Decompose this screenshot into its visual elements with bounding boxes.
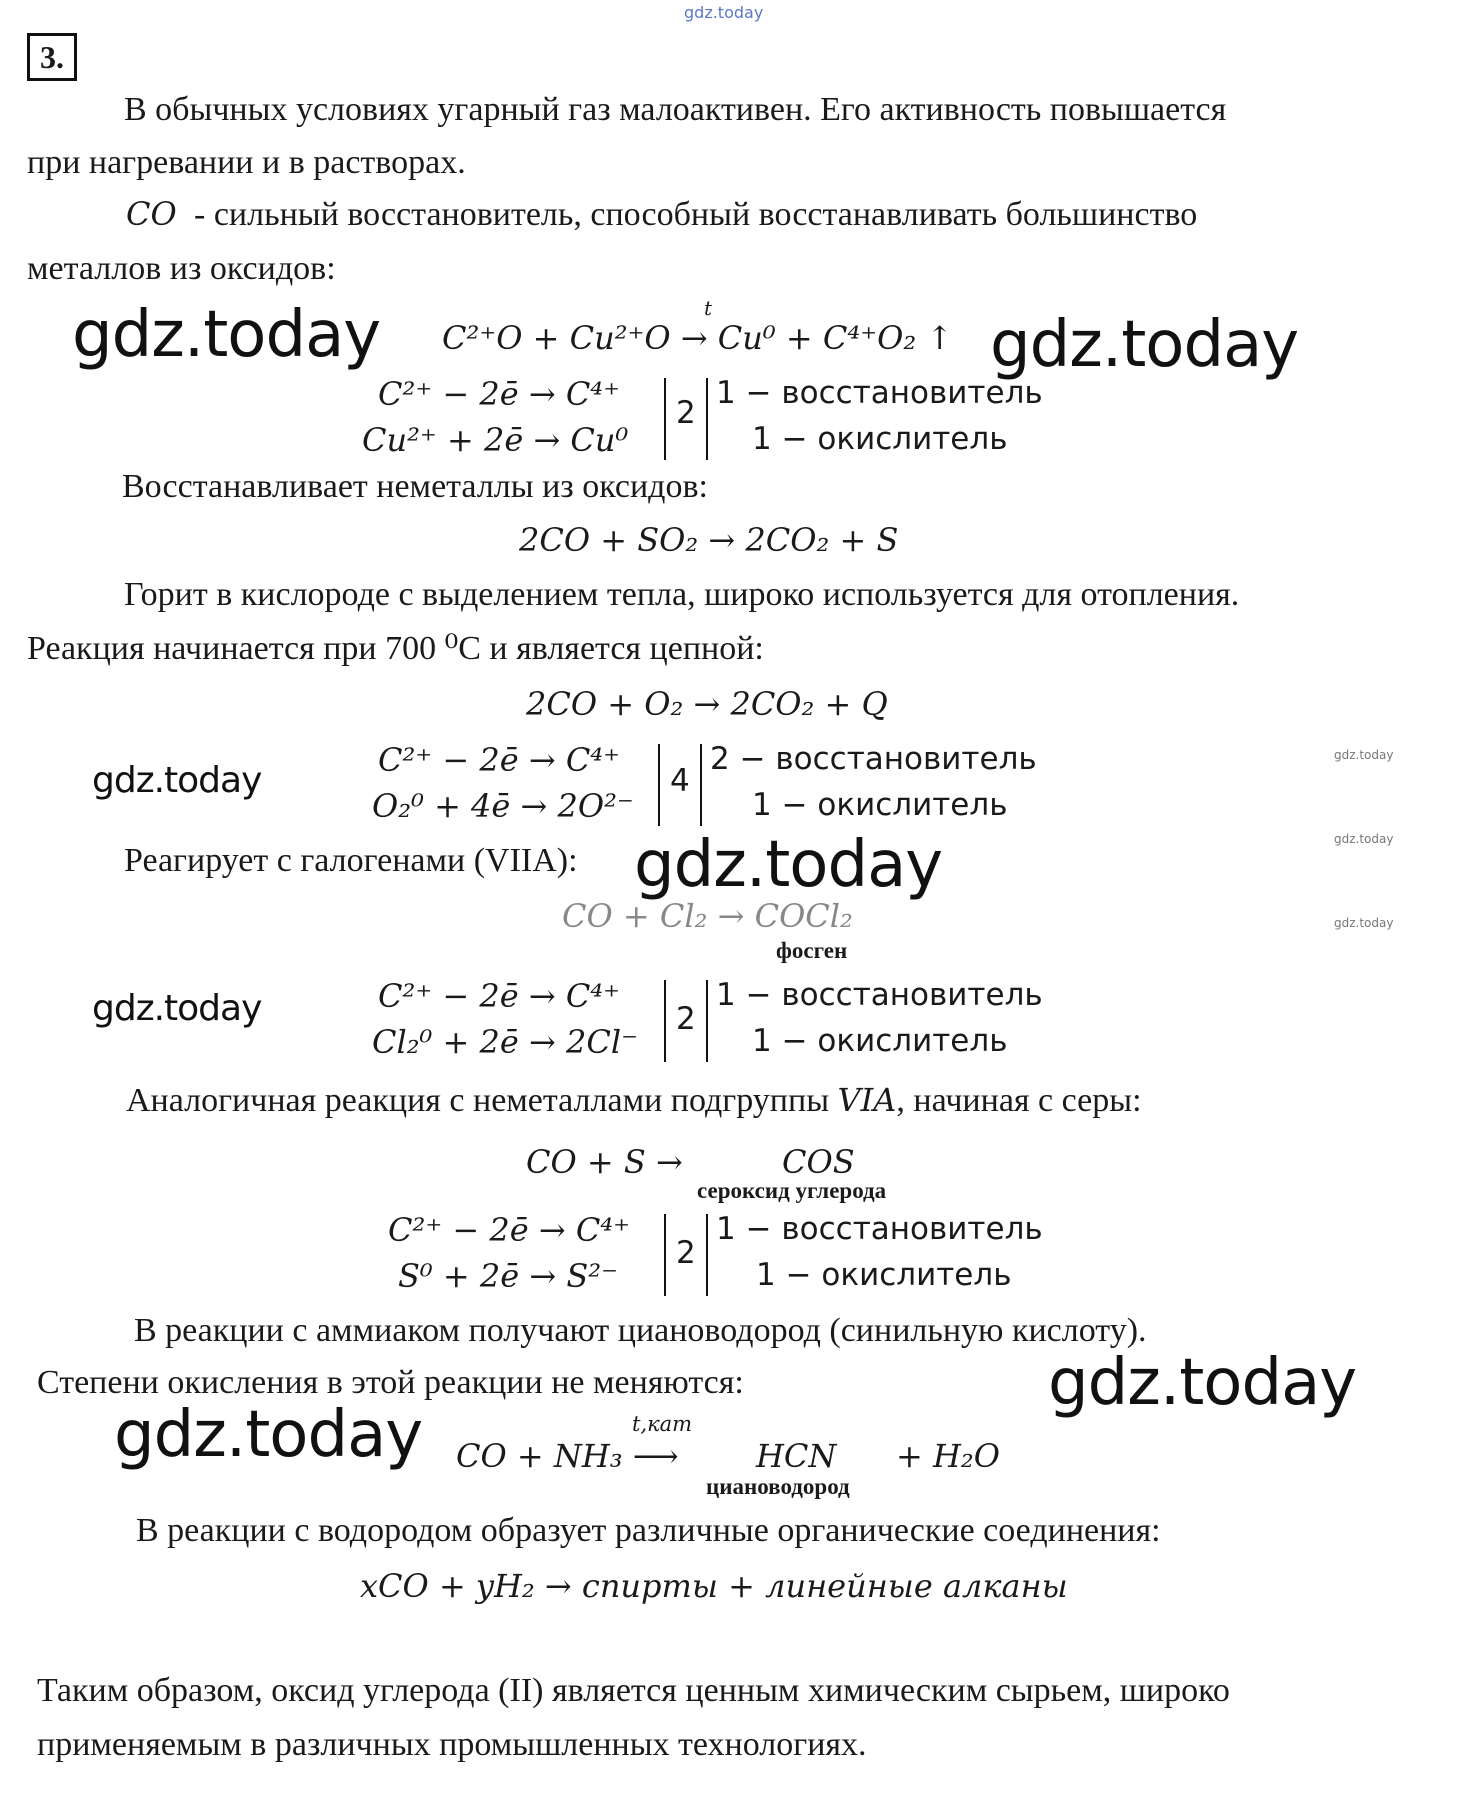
ammonia-eq-right: + H₂O [896, 1437, 1000, 1475]
bracket-left [658, 744, 660, 826]
eq1-role2: 1 − окислитель [752, 421, 1008, 457]
bracket-left [664, 980, 666, 1062]
sulfur-role2: 1 − окислитель [756, 1257, 1012, 1293]
watermark: gdz.today [92, 760, 262, 801]
bracket-left [664, 1214, 666, 1296]
halogens-mult: 2 [676, 1001, 696, 1037]
halogens-half2: Cl₂⁰ + 2ē → 2Cl⁻ [372, 1023, 638, 1061]
nonmetals-text: Восстанавливает неметаллы из оксидов: [122, 468, 708, 505]
eq1-half2: Cu²⁺ + 2ē → Cu⁰ [362, 421, 629, 459]
top-watermark: gdz.today [684, 3, 764, 22]
sulfur-text-a: Аналогичная реакция с неметаллами подгруппы [126, 1082, 830, 1119]
bracket-right [700, 744, 702, 826]
watermark: gdz.today [1048, 1346, 1357, 1420]
halogens-text: Реагирует с галогенами (VIIA): [124, 842, 578, 879]
oxygen-eq: 2CO + O₂ → 2CO₂ + Q [526, 685, 888, 723]
small-watermark: gdz.today [1334, 748, 1394, 762]
watermark: gdz.today [634, 828, 943, 902]
oxygen-line2: Реакция начинается при 700 ⁰С и является цепной: [27, 630, 764, 667]
oxygen-half2: O₂⁰ + 4ē → 2O²⁻ [372, 787, 634, 825]
small-watermark: gdz.today [1334, 832, 1394, 846]
eq1-mult: 2 [676, 395, 696, 431]
hydrogen-text: В реакции с водородом образует различные органические соединения: [136, 1512, 1161, 1549]
halogens-role2: 1 − окислитель [752, 1023, 1008, 1059]
eq1-condition: t [704, 296, 713, 320]
watermark: gdz.today [92, 988, 262, 1029]
sulfur-role1: 1 − восстановитель [716, 1211, 1043, 1247]
ammonia-line1: В реакции с аммиаком получают циановодород (синильную кислоту). [134, 1312, 1147, 1349]
bracket-right [706, 378, 708, 460]
co-formula: CO [126, 195, 177, 233]
sulfur-half2: S⁰ + 2ē → S²⁻ [398, 1257, 618, 1295]
nonmetals-eq: 2CO + SO₂ → 2CO₂ + S [519, 521, 899, 559]
reducer-line1: - сильный восстановитель, способный восстанавливать большинство [194, 196, 1198, 233]
conclusion-line1: Таким образом, оксид углерода (II) является ценным химическим сырьем, широко [37, 1672, 1230, 1709]
oxygen-role2: 1 − окислитель [752, 787, 1008, 823]
sulfur-half1: C²⁺ − 2ē → C⁴⁺ [388, 1211, 631, 1249]
conclusion-line2: применяемым в различных промышленных технологиях. [37, 1726, 867, 1763]
sulfur-mult: 2 [676, 1235, 696, 1271]
oxygen-half1: C²⁺ − 2ē → C⁴⁺ [378, 741, 621, 779]
hydrogen-eq: xCO + yH₂ → спирты + линейные алканы [360, 1567, 1068, 1605]
eq1-half1: C²⁺ − 2ē → C⁴⁺ [378, 375, 621, 413]
oxygen-role1: 2 − восстановитель [710, 741, 1037, 777]
eq1-role1: 1 − восстановитель [716, 375, 1043, 411]
sulfur-text [126, 1081, 1142, 1119]
ammonia-product-label: циановодород [706, 1474, 850, 1499]
oxygen-line1: Горит в кислороде с выделением тепла, широко используется для отопления. [124, 576, 1240, 613]
task-number: 3. [27, 33, 77, 81]
watermark: gdz.today [114, 1398, 423, 1472]
intro-line2: при нагревании и в растворах. [27, 144, 466, 181]
oxygen-mult: 4 [670, 763, 690, 799]
sulfur-group: VIA [837, 1081, 897, 1119]
ammonia-line2: Степени окисления в этой реакции не меняются: [37, 1364, 744, 1401]
halogens-role1: 1 − восстановитель [716, 977, 1043, 1013]
ammonia-product: HCN [756, 1437, 837, 1475]
ammonia-eq-left: CO + NH₃ ⟶ [456, 1437, 679, 1475]
reducer-line2: металлов из оксидов: [27, 250, 336, 287]
ammonia-condition: t,кат [632, 1412, 693, 1436]
sulfur-product-label: сероксид углерода [697, 1178, 887, 1203]
sulfur-eq-right: COS [782, 1143, 855, 1181]
watermark: gdz.today [990, 308, 1299, 382]
intro-line1: В обычных условиях угарный газ малоактивен. Его активность повышается [124, 91, 1227, 128]
halogens-product-label: фосген [776, 938, 848, 963]
bracket-left [664, 378, 666, 460]
sulfur-text-c: , начиная с серы: [896, 1082, 1142, 1119]
halogens-half1: C²⁺ − 2ē → C⁴⁺ [378, 977, 621, 1015]
sulfur-eq-left: CO + S → [526, 1143, 683, 1181]
eq1-main: C²⁺O + Cu²⁺O → Cu⁰ + C⁴⁺O₂ ↑ [442, 319, 954, 357]
small-watermark: gdz.today [1334, 916, 1394, 930]
bracket-right [706, 980, 708, 1062]
bracket-right [706, 1214, 708, 1296]
watermark: gdz.today [72, 298, 381, 372]
halogens-eq: CO + Cl₂ → COCl₂ [562, 897, 853, 935]
